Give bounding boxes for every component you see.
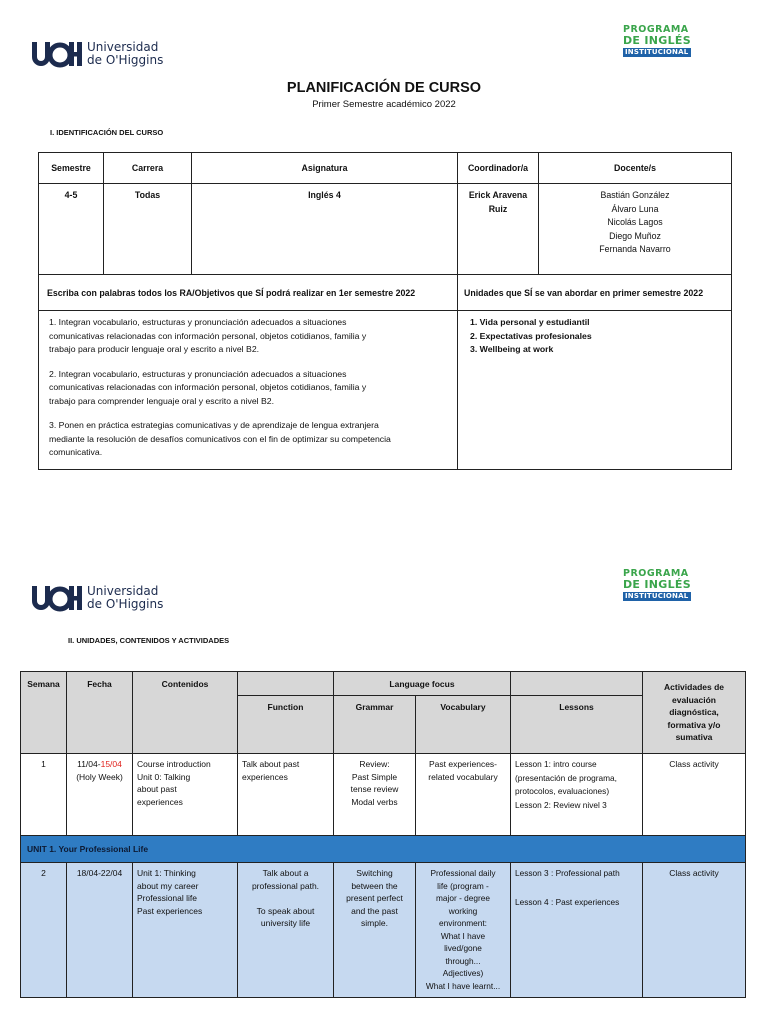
- text-line: tense review: [350, 784, 399, 794]
- text-line: Professional life: [137, 893, 198, 903]
- cell-semestre: 4-5: [39, 184, 104, 275]
- cell-semana: 2: [21, 863, 67, 998]
- text-line: Adjectives): [442, 968, 484, 978]
- fecha-start: 11/04-: [77, 759, 101, 769]
- header-coordinador: Coordinador/a: [458, 153, 539, 184]
- objective-line: comunicativa.: [49, 447, 103, 457]
- text-line: protocolos, evaluaciones): [515, 786, 610, 796]
- text-line: between the: [351, 880, 398, 891]
- unit-item: 3. Wellbeing at work: [470, 344, 554, 354]
- text-line: experiences: [242, 771, 288, 782]
- header-asignatura: Asignatura: [192, 153, 458, 184]
- cell-asignatura: Inglés 4: [192, 184, 458, 275]
- program-logo: [623, 24, 691, 57]
- header-line: evaluación: [672, 694, 716, 705]
- header-blank-2: [511, 672, 643, 696]
- cell-grammar: [334, 863, 416, 998]
- text-line: Modal verbs: [351, 796, 398, 807]
- text-line: Review:: [359, 759, 390, 769]
- unit-row: [21, 836, 746, 863]
- cell-carrera: Todas: [104, 184, 192, 275]
- program-logo-line-2: DE INGLÉS: [623, 578, 691, 591]
- cell-contenidos: [133, 754, 238, 836]
- text-line: Lesson 4 : Past experiences: [515, 896, 620, 907]
- text-line: Talk about a: [262, 868, 309, 878]
- text-line: professional path.: [251, 880, 320, 891]
- header-semana: Semana: [21, 672, 67, 754]
- objective-line: 3. Ponen en práctica estrategias comunicativas y de aprendizaje de lengua extranjera: [49, 420, 379, 430]
- header-lessons: Lessons: [511, 696, 643, 754]
- table-row: [21, 863, 746, 998]
- objective-3: [49, 419, 447, 460]
- text-line: experiences: [137, 796, 183, 807]
- uoh-logo-icon: [30, 584, 82, 612]
- course-identification-table: [38, 152, 732, 470]
- text-line: Unit 1: Thinking: [137, 868, 196, 878]
- header-line: diagnóstica,: [669, 707, 719, 718]
- unit-item: 2. Expectativas profesionales: [470, 330, 592, 341]
- objective-line: mediante la resolución de desafíos comunicativos con el fin de optimizar su competencia: [49, 433, 391, 444]
- text-line: Talk about past: [242, 759, 300, 769]
- cell-vocabulary: [416, 863, 511, 998]
- program-logo-line-2: DE INGLÉS: [623, 34, 691, 47]
- uoh-logo-icon: [30, 40, 82, 68]
- objective-1: [49, 316, 447, 357]
- docente-item: Fernanda Navarro: [599, 244, 671, 254]
- text-line: working: [448, 905, 478, 916]
- program-logo-line-1: PROGRAMA: [623, 24, 689, 35]
- program-logo-line-3: INSTITUCIONAL: [623, 592, 691, 601]
- cell-lessons: [511, 863, 643, 998]
- text-line: Past experiences-: [428, 759, 498, 769]
- cell-fecha: [67, 754, 133, 836]
- cell-grammar: [334, 754, 416, 836]
- docente-item: Diego Muñoz: [609, 230, 661, 241]
- header-fecha: Fecha: [67, 672, 133, 754]
- logo-line-1: Universidad: [87, 40, 159, 54]
- spacer: [238, 892, 333, 905]
- text-line: Past experiences: [137, 905, 203, 916]
- header-line: Actividades de: [664, 682, 724, 693]
- spacer: [515, 880, 642, 896]
- text-line: about my career: [137, 880, 199, 891]
- cell-docentes: [539, 184, 732, 275]
- cell-contenidos: [133, 863, 238, 998]
- cell-fecha: 18/04-22/04: [67, 863, 133, 998]
- coordinador-line-1: Erick Aravena: [468, 190, 528, 200]
- text-line: environment:: [439, 918, 487, 928]
- docente-item: Nicolás Lagos: [607, 217, 663, 227]
- text-line: lived/gone: [444, 943, 482, 953]
- unit-item: 1. Vida personal y estudiantil: [470, 317, 590, 327]
- text-line: Unit 0: Talking: [137, 771, 191, 782]
- units-activities-table: [20, 671, 746, 998]
- unit-title: UNIT 1. Your Professional Life: [21, 836, 746, 863]
- logo-line-1: Universidad: [87, 584, 159, 598]
- units-header: Unidades que SÍ se van abordar en primer semestre 2022: [458, 275, 732, 311]
- text-line: Switching: [356, 868, 393, 878]
- text-line: related vocabulary: [428, 771, 498, 782]
- header-vocabulary: Vocabulary: [416, 696, 511, 754]
- fecha-note: (Holy Week): [76, 771, 123, 782]
- docente-item: Álvaro Luna: [611, 203, 659, 214]
- objectives-cell: [39, 311, 458, 470]
- objective-line: comunicativas relacionadas con información personal, objetos cotidianos, familia y: [49, 382, 367, 392]
- text-line: What I have: [440, 930, 486, 941]
- header-function: Function: [238, 696, 334, 754]
- text-line: and the past: [351, 905, 398, 916]
- objectives-header: Escriba con palabras todos los RA/Objetivos que SÍ podrá realizar en 1er semestre 2022: [39, 275, 458, 311]
- text-line: Lesson 2: Review nivel 3: [515, 799, 607, 810]
- logo-line-2: de O'Higgins: [87, 53, 164, 67]
- program-logo-line-3: INSTITUCIONAL: [623, 48, 691, 57]
- fecha-end: 15/04: [100, 759, 122, 769]
- objective-line: 2. Integran vocabulario, estructuras y pronunciación adecuados a situaciones: [49, 368, 347, 379]
- university-logo: [30, 40, 163, 68]
- header-blank-1: [238, 672, 334, 696]
- text-line: major - degree: [436, 893, 490, 903]
- objective-2: [49, 368, 447, 409]
- header-semestre: Semestre: [39, 153, 104, 184]
- cell-actividades: Class activity: [643, 863, 746, 998]
- text-line: Lesson 3 : Professional path: [515, 868, 620, 878]
- page-subtitle: Primer Semestre académico 2022: [312, 99, 456, 110]
- text-line: Professional daily: [430, 868, 496, 878]
- header-carrera: Carrera: [104, 153, 192, 184]
- units-cell: [458, 311, 732, 470]
- header-language-focus: Language focus: [334, 672, 511, 696]
- text-line: present perfect: [346, 893, 403, 903]
- table-row: [21, 754, 746, 836]
- text-line: university life: [260, 918, 311, 928]
- section-title-2: II. UNIDADES, CONTENIDOS Y ACTIVIDADES: [68, 636, 230, 645]
- objective-line: comunicativas relacionadas con información personal, objetos cotidianos, familia y: [49, 330, 367, 341]
- program-logo-line-1: PROGRAMA: [623, 568, 689, 579]
- program-logo-2: [623, 568, 691, 601]
- text-line: Lesson 1: intro course: [515, 759, 597, 769]
- text-line: life (program -: [437, 880, 489, 891]
- university-logo-2: [30, 584, 163, 612]
- cell-lessons: [511, 754, 643, 836]
- header-contenidos: Contenidos: [133, 672, 238, 754]
- text-line: (presentación de programa,: [515, 772, 617, 783]
- cell-actividades: Class activity: [643, 754, 746, 836]
- text-line: about past: [137, 784, 177, 794]
- logo-line-2: de O'Higgins: [87, 597, 164, 611]
- objective-line: trabajo para producir lenguaje oral y escrito a nivel B2.: [49, 344, 260, 354]
- text-line: To speak about: [256, 905, 315, 916]
- text-line: through...: [445, 955, 481, 966]
- header-line: sumativa: [675, 732, 713, 743]
- docente-item: Bastián González: [600, 190, 670, 200]
- cell-semana: 1: [21, 754, 67, 836]
- header-docente: Docente/s: [539, 153, 732, 184]
- objective-line: trabajo para comprender lenguaje oral y escrito a nivel B2.: [49, 395, 275, 406]
- section-title-1: I. IDENTIFICACIÓN DEL CURSO: [50, 128, 164, 137]
- cell-coordinador: [458, 184, 539, 275]
- cell-vocabulary: [416, 754, 511, 836]
- cell-function: [238, 863, 334, 998]
- text-line: What I have learnt...: [425, 980, 501, 991]
- text-line: Past Simple: [351, 771, 398, 782]
- header-grammar: Grammar: [334, 696, 416, 754]
- header-line: formativa y/o: [667, 719, 721, 730]
- text-line: simple.: [361, 918, 388, 928]
- cell-function: [238, 754, 334, 836]
- objective-line: 1. Integran vocabulario, estructuras y pronunciación adecuados a situaciones: [49, 317, 347, 327]
- page-title: PLANIFICACIÓN DE CURSO: [286, 80, 482, 96]
- text-line: Course introduction: [137, 759, 211, 769]
- coordinador-line-2: Ruiz: [488, 203, 508, 214]
- header-actividades: [643, 672, 746, 754]
